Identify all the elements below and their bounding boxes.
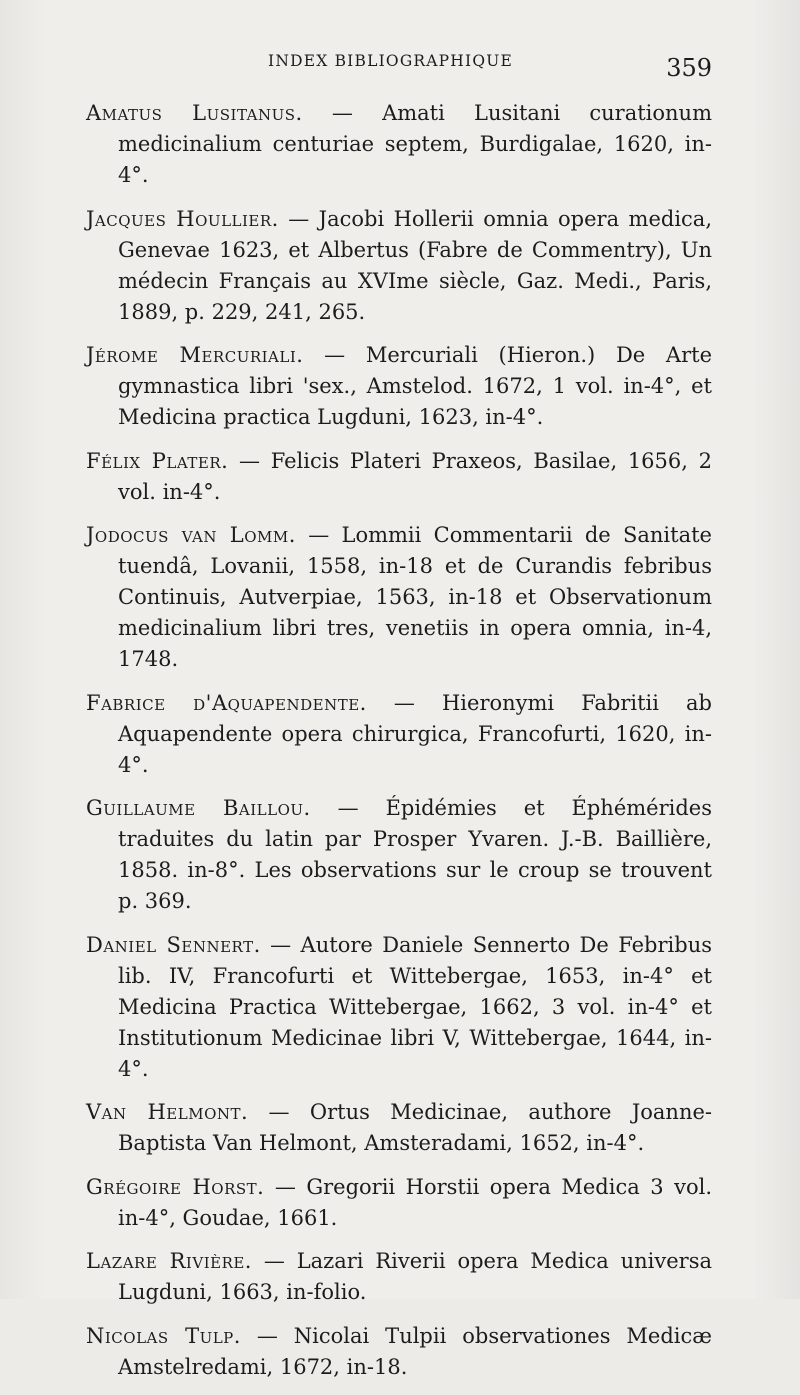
- entry-author: Nicolas Tulp.: [86, 1323, 241, 1348]
- bibliography-entry: [86, 520, 712, 675]
- bibliography-list: [86, 98, 712, 1395]
- entry-text: — Autore Daniele Sennerto De Febribus lib. IV, Francofurti et Wittebergae, 1653, in-4° et Medicina Practica Wittebergae, 1662, 3 vol. in-4° et Institutionum Medicinae libri V, Wittebergae, 1644, in-4°.: [118, 932, 712, 1081]
- entry-text: — Mercuriali (Hieron.) De Arte gymnastica libri 'sex., Amstelod. 1672, 1 vol. in-4°, et Medicina practica Lugduni, 1623, in-4°.: [118, 343, 712, 429]
- entry-author: Daniel Sennert.: [86, 932, 261, 957]
- entry-text: — Nicolai Tulpii observationes Medicæ Amstelredami, 1672, in-18.: [118, 1323, 712, 1379]
- entry-author: Jodocus van Lomm.: [86, 523, 296, 547]
- bibliography-entry: [86, 793, 712, 917]
- entry-text: — Jacobi Hollerii omnia opera medica, Genevae 1623, et Albertus (Fabre de Commentry), Un médecin Français au XVIme siècle, Gaz. Medi., Paris, 1889, p. 229, 241, 265.: [118, 206, 712, 324]
- bibliography-entry: [86, 98, 712, 191]
- entry-text: — Lommii Commentarii de Sanitate tuendâ, Lovanii, 1558, in-18 et de Curandis febribus Continuis, Autverpiae, 1563, in-18 et Observationum medicinalium libri tres, venetiis in opera omnia, in-4, 1748.: [118, 523, 712, 671]
- entry-author: Fabrice d'Aquapendente.: [86, 690, 367, 715]
- entry-author: Amatus Lusitanus.: [86, 101, 303, 125]
- bibliography-entry: [86, 340, 712, 433]
- bibliography-entry: [86, 446, 712, 508]
- bibliography-entry: [86, 930, 712, 1085]
- entry-text: — Felicis Plateri Praxeos, Basilae, 1656, 2 vol. in-4°.: [118, 448, 712, 504]
- entry-author: Grégoire Horst.: [86, 1174, 265, 1199]
- bibliography-entry: [86, 204, 712, 328]
- entry-text: — Épidémies et Éphémérides traduites du latin par Prosper Yvaren. J.-B. Baillière, 1858. in-8°. Les observations sur le croup se trouvent p. 369.: [118, 796, 712, 913]
- bibliography-entry: [86, 1172, 712, 1234]
- entry-author: Guillaume Baillou.: [86, 796, 311, 820]
- bibliography-entry: [86, 1321, 712, 1383]
- bibliography-entry: [86, 688, 712, 781]
- entry-text: — Lazari Riverii opera Medica universa Lugduni, 1663, in-folio.: [118, 1249, 713, 1304]
- page-header: [86, 50, 712, 82]
- entry-author: Félix Plater.: [86, 448, 229, 473]
- entry-author: Jérome Mercuriali.: [86, 343, 304, 367]
- entry-author: Lazare Rivière.: [86, 1249, 252, 1273]
- entry-author: Van Helmont.: [86, 1100, 249, 1124]
- entry-text: — Gregorii Horstii opera Medica 3 vol. in-4°, Goudae, 1661.: [118, 1174, 712, 1230]
- entry-author: Jacques Houllier.: [86, 206, 279, 231]
- entry-text: — Ortus Medicinae, authore Joanne-Baptista Van Helmont, Amsteradami, 1652, in-4°.: [118, 1100, 712, 1155]
- running-title: INDEX BIBLIOGRAPHIQUE: [268, 52, 514, 70]
- entry-text: — Amati Lusitani curationum medicinalium centuriae septem, Burdigalae, 1620, in-4°.: [118, 101, 712, 187]
- bibliography-entry: [86, 1097, 712, 1159]
- entry-text: — Hieronymi Fabritii ab Aquapendente opera chirurgica, Francofurti, 1620, in-4°.: [118, 690, 712, 777]
- page-number: 359: [666, 54, 712, 82]
